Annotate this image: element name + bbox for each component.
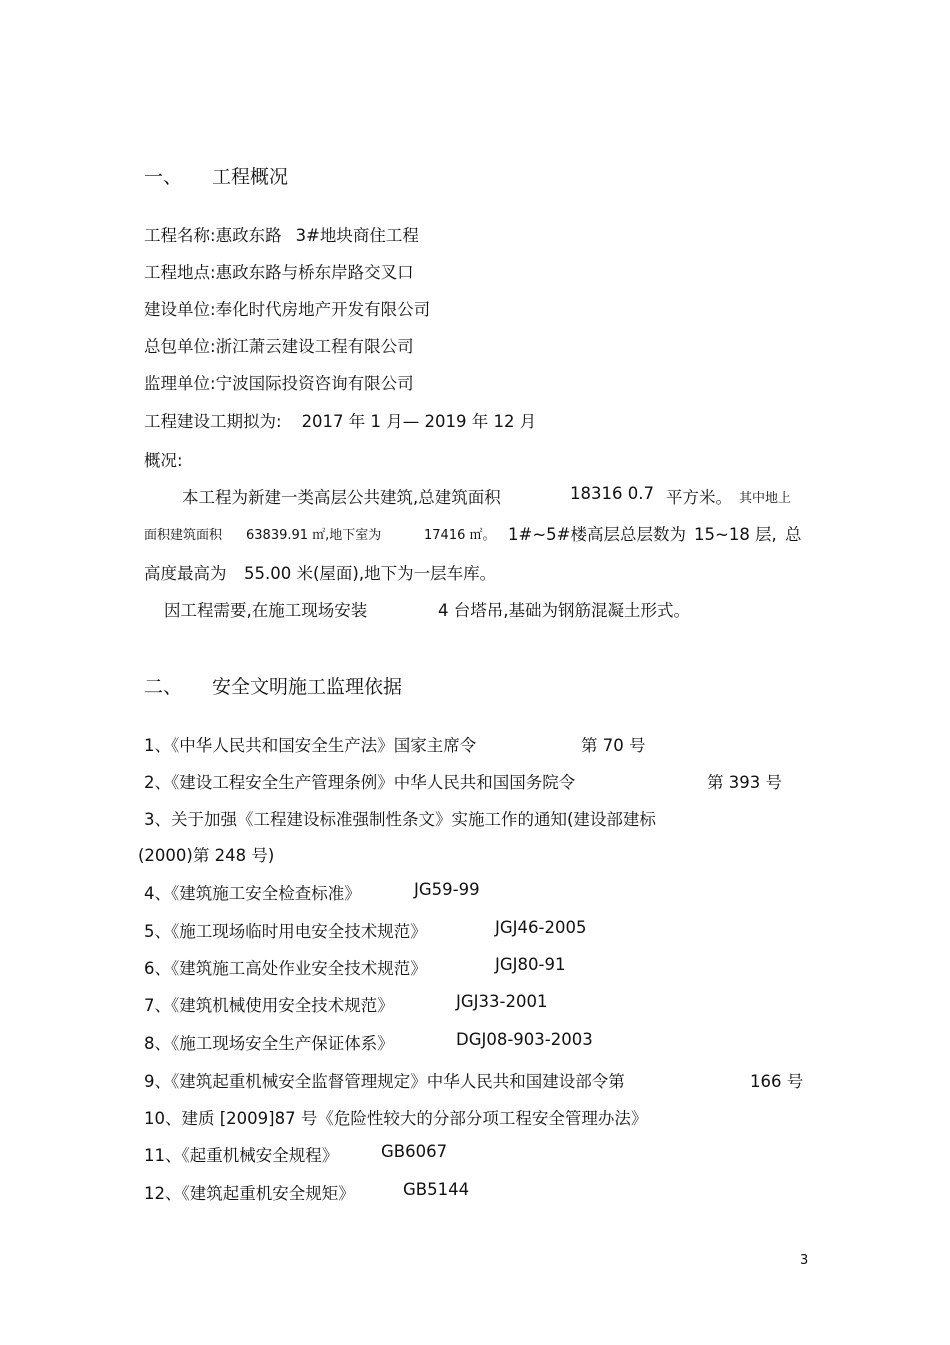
reference-4: 4、《建筑施工安全检查标准》 — [144, 884, 361, 903]
contractor-row — [144, 333, 414, 357]
project-name-value-2: 3#地块商住工程 — [295, 226, 419, 245]
project-location-label: 工程地点: — [144, 263, 216, 282]
contractor-label: 总包单位: — [144, 337, 216, 356]
reference-5: 5、《施工现场临时用电安全技术规范》 — [144, 922, 427, 941]
reference-7-code: JGJ33-2001 — [456, 992, 548, 1011]
overview-line-2f: 总 — [785, 525, 802, 544]
reference-7: 7、《建筑机械使用安全技术规范》 — [144, 996, 394, 1015]
reference-1: 1、《中华人民共和国安全生产法》国家主席令 — [144, 736, 477, 755]
overview-line-2b: 63839.91 ㎡,地下室为 — [246, 528, 382, 543]
period-row — [144, 408, 536, 432]
reference-12-code: GB5144 — [403, 1180, 470, 1199]
page-number: 3 — [800, 1253, 809, 1268]
reference-1-code: 第 70 号 — [581, 736, 646, 755]
section-1-title: 工程概况 — [212, 166, 289, 188]
reference-10: 10、建质 [2009]87 号《危险性较大的分部分项工程安全管理办法》 — [144, 1109, 648, 1128]
period-label: 工程建设工期拟为: — [144, 412, 282, 431]
period-value: 2017 年 1 月— 2019 年 12 月 — [301, 412, 537, 431]
reference-6: 6、《建筑施工高处作业安全技术规范》 — [144, 959, 427, 978]
developer-label: 建设单位: — [144, 300, 216, 319]
reference-11: 11、《起重机械安全规程》 — [144, 1146, 339, 1165]
reference-6-code: JGJ80-91 — [495, 955, 566, 974]
overview-line-2a: 面积建筑面积 — [144, 528, 223, 543]
overview-line-1a: 本工程为新建一类高层公共建筑,总建筑面积 — [182, 488, 501, 507]
project-name-row — [144, 222, 419, 246]
reference-11-code: GB6067 — [381, 1142, 448, 1161]
reference-5-code: JGJ46-2005 — [495, 918, 587, 937]
overview-line-2c: 17416 ㎡。 — [424, 528, 496, 543]
project-location-row — [144, 259, 414, 283]
overview-line-3b: 55.00 米(屋面),地下为一层车库。 — [244, 564, 497, 583]
developer-value: 奉化时代房地产开发有限公司 — [215, 300, 431, 319]
developer-row — [144, 296, 430, 320]
overview-line-4a: 因工程需要,在施工现场安装 — [164, 601, 368, 620]
reference-9: 9、《建筑起重机械安全监督管理规定》中华人民共和国建设部令第 — [144, 1072, 625, 1091]
reference-3: 3、关于加强《工程建设标准强制性条文》实施工作的通知(建设部建标 — [144, 810, 656, 829]
section-2-number: 二、 — [144, 676, 183, 698]
section-1-number: 一、 — [144, 166, 183, 188]
overview-line-1b: 18316 0.7 — [570, 484, 654, 503]
reference-3-cont: (2000)第 248 号) — [138, 846, 275, 865]
project-name-label: 工程名称: — [144, 226, 216, 245]
overview-line-1c: 平方米。 — [666, 488, 732, 507]
overview-line-2d: 1#~5#楼高层总层数为 — [508, 525, 686, 544]
reference-8-code: DGJ08-903-2003 — [456, 1030, 593, 1049]
overview-label: 概况: — [144, 451, 183, 470]
supervisor-value: 宁波国际投资咨询有限公司 — [215, 374, 414, 393]
section-2-title: 安全文明施工监理依据 — [212, 676, 403, 698]
project-name-value: 惠政东路 — [215, 226, 282, 245]
contractor-value: 浙江萧云建设工程有限公司 — [215, 337, 414, 356]
supervisor-label: 监理单位: — [144, 374, 216, 393]
reference-2: 2、《建设工程安全生产管理条例》中华人民共和国国务院令 — [144, 773, 576, 792]
overview-line-4b: 4 台塔吊,基础为钢筋混凝土形式。 — [438, 601, 690, 620]
overview-line-3a: 高度最高为 — [144, 564, 227, 583]
overview-line-2e: 15~18 层, — [694, 525, 777, 544]
reference-12: 12、《建筑起重机安全规矩》 — [144, 1184, 355, 1203]
reference-4-code: JG59-99 — [414, 880, 480, 899]
overview-line-1d: 其中地上 — [739, 491, 792, 506]
reference-8: 8、《施工现场安全生产保证体系》 — [144, 1034, 394, 1053]
reference-9-code: 166 号 — [750, 1072, 804, 1091]
project-location-value: 惠政东路与桥东岸路交叉口 — [215, 263, 414, 282]
supervisor-row — [144, 370, 414, 394]
reference-2-code: 第 393 号 — [707, 773, 782, 792]
